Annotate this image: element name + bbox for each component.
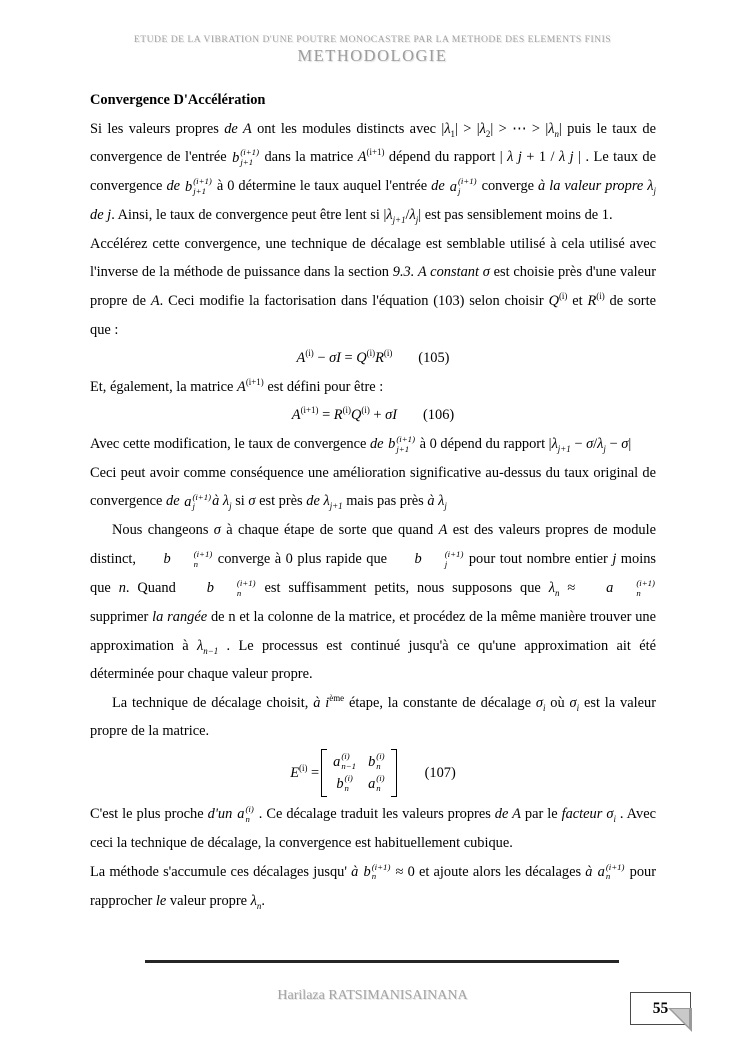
math-scripted-symbol: [598, 858, 625, 887]
math-scripts: [215, 579, 256, 598]
math-scripts: [376, 774, 384, 793]
text-run: λ: [548, 120, 555, 137]
text-run: λ: [548, 580, 555, 597]
text-run: où: [545, 694, 570, 711]
text-run: (i+1): [245, 376, 264, 387]
document-body: [90, 86, 656, 915]
text-run: de: [431, 178, 449, 195]
math-scripts: [376, 752, 384, 771]
text-run: j: [603, 443, 606, 454]
equation-number: (105): [418, 350, 450, 367]
text-run: Q: [356, 350, 367, 367]
footer-rule: [145, 960, 619, 963]
text-run: . Quand: [125, 580, 184, 597]
equation: [90, 344, 656, 373]
text-run: Avec cette modification, le taux de convergence: [90, 435, 370, 452]
matrix-cell: [367, 751, 386, 773]
text-run: à: [313, 694, 326, 711]
paragraph: [90, 516, 656, 688]
text-run: . Ainsi, le taux de convergence peut être lent si |: [111, 207, 387, 224]
math-sup: (i+1): [193, 549, 213, 560]
text-run: et: [567, 292, 588, 309]
equation: [90, 401, 656, 430]
text-run: n: [554, 587, 560, 598]
math-base: b: [336, 776, 344, 792]
math-scripted-symbol: [185, 574, 256, 603]
text-run: | est pas sensiblement moins de 1.: [418, 207, 613, 224]
math-scripted-symbol: [333, 751, 356, 773]
text-run: Et, également, la matrice: [90, 378, 238, 395]
math-sub: n: [636, 587, 641, 598]
text-run: −: [313, 350, 330, 367]
matrix-bracket-right: [391, 749, 397, 797]
text-run: dépend du rapport |: [384, 149, 508, 166]
math-sub: j+1: [396, 443, 410, 454]
paragraph: [90, 689, 656, 746]
text-run: σ: [213, 522, 221, 539]
text-run: à chaque étape de sorte que quand: [220, 522, 439, 539]
text-run: à: [212, 493, 223, 510]
text-run: (i): [305, 348, 314, 359]
text-run: n: [256, 900, 262, 911]
text-run: . Le processus est continué jusqu'à ce qu'une approximation ait été déterminée pour chaque valeur propre.: [90, 637, 657, 683]
math-base: b: [414, 551, 422, 568]
math-scripted-symbol: [393, 545, 464, 574]
footer-author: Harilaza RATSIMANISAINANA: [277, 988, 468, 1003]
math-sup: (i+1): [371, 861, 391, 872]
math-sup: (i+1): [193, 176, 212, 187]
paragraph: [90, 800, 656, 858]
equation-lhs: [290, 759, 319, 788]
text-run: étape, la constante de décalage: [344, 694, 536, 711]
text-run: pour rapprocher: [90, 863, 657, 909]
text-run: supprimer: [90, 609, 153, 626]
math-scripted-symbol: [237, 800, 254, 829]
text-run: i: [576, 702, 580, 713]
math-sup: (i+1): [444, 549, 464, 560]
math-scripts: [172, 550, 213, 569]
text-run: λ j: [558, 149, 574, 166]
text-run: de A: [494, 806, 521, 822]
text-run: n−1: [203, 645, 219, 656]
text-run: | > ⋯ > |: [490, 120, 549, 137]
text-run: λ: [409, 207, 416, 224]
math-base: a: [449, 178, 457, 195]
text-run: (i): [383, 348, 393, 359]
paragraph: [90, 459, 656, 517]
text-run: moins que: [90, 551, 656, 597]
text-run: ont les modules distincts avec |: [251, 120, 445, 137]
math-scripts: [606, 863, 625, 882]
math-scripted-symbol: [584, 574, 655, 603]
math-sub: n: [371, 871, 377, 882]
text-run: σI: [329, 350, 341, 367]
math-scripted-symbol: [368, 751, 385, 773]
math-sub: j+1: [193, 185, 206, 196]
text-run: de: [166, 493, 184, 510]
math-sup: (i+1): [236, 578, 256, 589]
text-run: Si les valeurs propres: [90, 120, 225, 137]
text-run: =: [318, 407, 334, 424]
text-run: est défini pour être :: [263, 378, 384, 395]
math-sup: (i+1): [192, 491, 212, 502]
math-base: b: [163, 551, 171, 568]
math-sup: (i): [245, 804, 254, 815]
text-run: −: [605, 435, 622, 452]
text-run: (i): [558, 291, 568, 302]
text-run: λ: [386, 207, 393, 224]
text-run: ème: [329, 693, 345, 704]
text-run: j+1: [329, 501, 343, 512]
math-sup: (i+1): [457, 176, 477, 187]
text-run: de A: [224, 120, 252, 137]
math-scripted-symbol: [184, 488, 211, 517]
text-run: valeur propre: [166, 892, 251, 909]
text-run: A: [150, 292, 160, 309]
text-run: (i): [596, 291, 605, 302]
text-run: +: [369, 407, 386, 424]
math-sup: (i+1): [636, 578, 655, 589]
text-run: est près: [255, 493, 307, 510]
math-scripts: [240, 148, 259, 167]
math-base: b: [363, 863, 371, 880]
math-sub: n: [245, 813, 250, 824]
text-run: (i+1): [300, 405, 319, 416]
text-run: converge: [477, 178, 539, 195]
text-run: λ: [647, 178, 654, 195]
math-scripts: [458, 177, 477, 196]
text-run: Convergence D'Accélération: [90, 92, 266, 108]
matrix-cells: [327, 749, 390, 797]
text-run: de j: [90, 207, 112, 224]
text-run: si: [231, 493, 249, 510]
text-run: R: [587, 292, 597, 309]
text-run: i: [325, 694, 330, 711]
text-run: de: [306, 493, 324, 510]
text-run: de: [166, 178, 185, 195]
text-run: λ: [551, 435, 558, 452]
text-run: est suffisamment petits, nous supposons que: [256, 580, 549, 597]
running-title: ETUDE DE LA VIBRATION D'UNE POUTRE MONOCASTRE PAR LA METHODE DES ELEMENTS FINIS: [133, 34, 612, 45]
text-run: =: [307, 764, 320, 781]
text-run: pour tout nombre entier: [464, 551, 613, 568]
chapter-title: METHODOLOGIE: [297, 46, 448, 65]
text-run: converge à 0 plus rapide que: [213, 551, 392, 568]
math-base: b: [185, 178, 193, 195]
matrix: [321, 749, 396, 797]
text-run: est la valeur propre de la matrice.: [90, 694, 656, 740]
math-scripts: [341, 752, 356, 771]
math-sub: j: [192, 501, 195, 512]
math-base: a: [237, 806, 245, 823]
text-run: La technique de décalage choisit,: [112, 694, 314, 711]
math-sup: (i): [341, 751, 350, 762]
text-run: + 1 /: [521, 149, 559, 166]
text-run: (i): [342, 405, 351, 416]
text-run: . Ce décalage traduit les valeurs propres: [254, 806, 495, 822]
paragraph: [90, 115, 656, 230]
text-run: d'un: [207, 806, 237, 822]
text-run: à: [427, 493, 439, 510]
text-run: le: [155, 892, 167, 909]
text-run: λ: [222, 493, 230, 510]
math-scripts: [372, 863, 391, 882]
matrix-equation: [90, 746, 656, 800]
math-base: a: [333, 754, 341, 770]
text-run: Q: [351, 407, 362, 424]
text-run: n: [118, 580, 126, 597]
text-run: ≈ 0 et ajoute alors les décalages: [391, 863, 586, 880]
text-run: σ: [535, 694, 543, 711]
math-scripts: [396, 435, 415, 454]
text-run: A: [438, 522, 448, 539]
math-base: b: [388, 436, 396, 453]
math-scripted-symbol: [185, 173, 212, 202]
page-number: 55: [652, 1000, 669, 1017]
text-run: R: [375, 350, 384, 367]
text-run: i: [542, 702, 546, 713]
math-scripted-symbol: [388, 430, 415, 459]
text-run: A: [357, 149, 367, 166]
math-scripted-symbol: [450, 173, 477, 202]
math-base: b: [368, 754, 376, 770]
text-run: à 0 dépend du rapport |: [416, 435, 552, 452]
text-run: σ: [621, 435, 629, 452]
text-run: 9.3. A constant σ: [392, 264, 490, 281]
text-run: σ: [569, 694, 577, 711]
text-run: j: [444, 501, 447, 512]
text-run: La méthode s'accumule ces décalages jusqu': [90, 863, 352, 880]
text-run: /: [405, 207, 410, 224]
text-run: j: [653, 186, 656, 197]
text-run: A: [291, 407, 301, 424]
text-run: Accélérez cette convergence, une technique de décalage est semblable utilisé à cela utilisé avec l'inverse de la méthode de puissance dans la section: [90, 235, 656, 281]
text-run: λ: [444, 120, 451, 137]
text-run: 2: [485, 128, 491, 139]
math-sub: n: [344, 783, 349, 793]
math-sub: n: [193, 558, 199, 569]
text-run: est des valeurs propres de module distinct,: [90, 522, 657, 568]
page-header: [0, 34, 745, 66]
text-run: λ: [438, 493, 445, 510]
math-scripts: [345, 774, 353, 793]
text-run: à: [585, 863, 597, 880]
math-sub: n: [236, 587, 242, 598]
text-run: i: [613, 813, 616, 824]
text-run: . Ceci modifie la factorisation dans l'équation (103) selon choisir: [159, 292, 549, 309]
math-sup: (i): [376, 751, 385, 762]
text-run: Ceci peut avoir comme conséquence une amélioration significative au-dessus du taux original de convergence: [90, 464, 656, 510]
text-run: n: [554, 128, 559, 139]
math-sup: (i): [376, 773, 385, 784]
math-sub: n: [376, 783, 381, 793]
text-run: λ: [323, 493, 330, 510]
equation-body: [297, 350, 393, 366]
text-run: Nous changeons: [112, 522, 214, 539]
text-run: σ: [586, 435, 594, 452]
math-base: a: [184, 493, 192, 510]
math-scripted-symbol: [368, 773, 385, 795]
text-run: R: [333, 407, 343, 424]
paragraph: [90, 858, 656, 916]
math-base: b: [232, 149, 240, 166]
text-run: facteur σ: [561, 806, 614, 822]
math-scripts: [614, 579, 655, 598]
section-heading: [90, 86, 656, 115]
text-run: . Avec ceci la technique de décalage, la convergence est habituellement cubique.: [90, 806, 656, 851]
math-scripts: [423, 550, 464, 569]
math-sub: j+1: [240, 156, 254, 167]
text-run: A: [237, 378, 246, 395]
text-run: A: [296, 350, 306, 367]
text-run: j: [229, 501, 232, 512]
text-run: (i): [299, 762, 308, 773]
math-scripted-symbol: [336, 773, 353, 795]
text-run: (i): [366, 348, 376, 359]
math-sup: (i+1): [396, 434, 415, 444]
math-sub: n: [376, 761, 381, 771]
matrix-cell: [332, 773, 357, 795]
math-scripts: [192, 493, 211, 512]
math-base: b: [206, 580, 214, 597]
math-base: a: [606, 580, 614, 597]
text-run: de n et la colonne de la matrice, et procédez de la même manière trouver une approximation à: [90, 609, 656, 654]
text-run: dans la matrice: [260, 149, 358, 166]
text-run: =: [340, 350, 357, 367]
math-sub: j: [444, 558, 448, 569]
math-scripted-symbol: [364, 858, 391, 887]
text-run: λ: [479, 120, 486, 137]
text-run: −: [570, 435, 587, 452]
paragraph: [90, 430, 656, 459]
text-run: /: [593, 435, 598, 452]
paragraph: [90, 373, 656, 402]
text-run: mais pas près: [342, 493, 428, 510]
text-run: j: [612, 551, 617, 568]
matrix-cell: [332, 751, 357, 773]
text-run: j+1: [557, 443, 571, 454]
text-run: | > |: [455, 120, 480, 137]
equation-number: (107): [424, 764, 456, 781]
text-run: λ j: [507, 149, 522, 166]
text-run: de: [369, 435, 388, 452]
text-run: (i+1): [366, 147, 385, 158]
math-base: a: [368, 776, 376, 792]
equation-body: [292, 407, 397, 423]
math-sub: n: [605, 871, 611, 882]
text-run: λ: [197, 637, 204, 654]
text-run: j+1: [392, 215, 406, 226]
text-run: la rangée: [152, 609, 208, 626]
equation-number: (106): [423, 407, 455, 424]
text-run: λ: [250, 892, 257, 909]
text-run: Q: [548, 292, 559, 309]
text-run: .: [261, 892, 265, 909]
math-scripts: [245, 805, 253, 824]
text-run: à la valeur propre: [538, 178, 648, 195]
text-run: | puis le taux de convergence de l'entrée: [90, 120, 657, 166]
text-run: |: [628, 435, 632, 452]
math-sup: (i): [344, 773, 353, 784]
math-scripted-symbol: [141, 545, 212, 574]
matrix-cell: [367, 773, 386, 795]
text-run: C'est le plus proche: [90, 806, 208, 822]
paragraph: [90, 230, 656, 344]
math-scripted-symbol: [232, 144, 259, 173]
text-run: λ: [597, 435, 604, 452]
text-run: 1: [450, 128, 455, 139]
math-sub: j: [457, 185, 461, 196]
math-scripts: [193, 177, 212, 196]
math-sup: (i+1): [240, 147, 259, 158]
math-sub: n−1: [341, 761, 357, 771]
text-run: j: [415, 215, 419, 226]
text-run: (i): [361, 405, 370, 416]
text-run: E: [290, 764, 300, 781]
text-run: σI: [385, 407, 398, 424]
text-run: de sorte que :: [90, 292, 656, 338]
math-sup: (i+1): [605, 861, 625, 872]
math-base: a: [597, 863, 605, 880]
text-run: σ: [248, 493, 256, 510]
text-run: | . Le taux de convergence: [90, 149, 656, 195]
text-run: ≈: [559, 580, 584, 597]
text-run: est choisie près d'une valeur propre de: [90, 264, 656, 309]
text-run: à: [351, 863, 363, 880]
text-run: à 0 détermine le taux auquel l'entrée: [212, 178, 432, 195]
text-run: par le: [520, 806, 562, 822]
